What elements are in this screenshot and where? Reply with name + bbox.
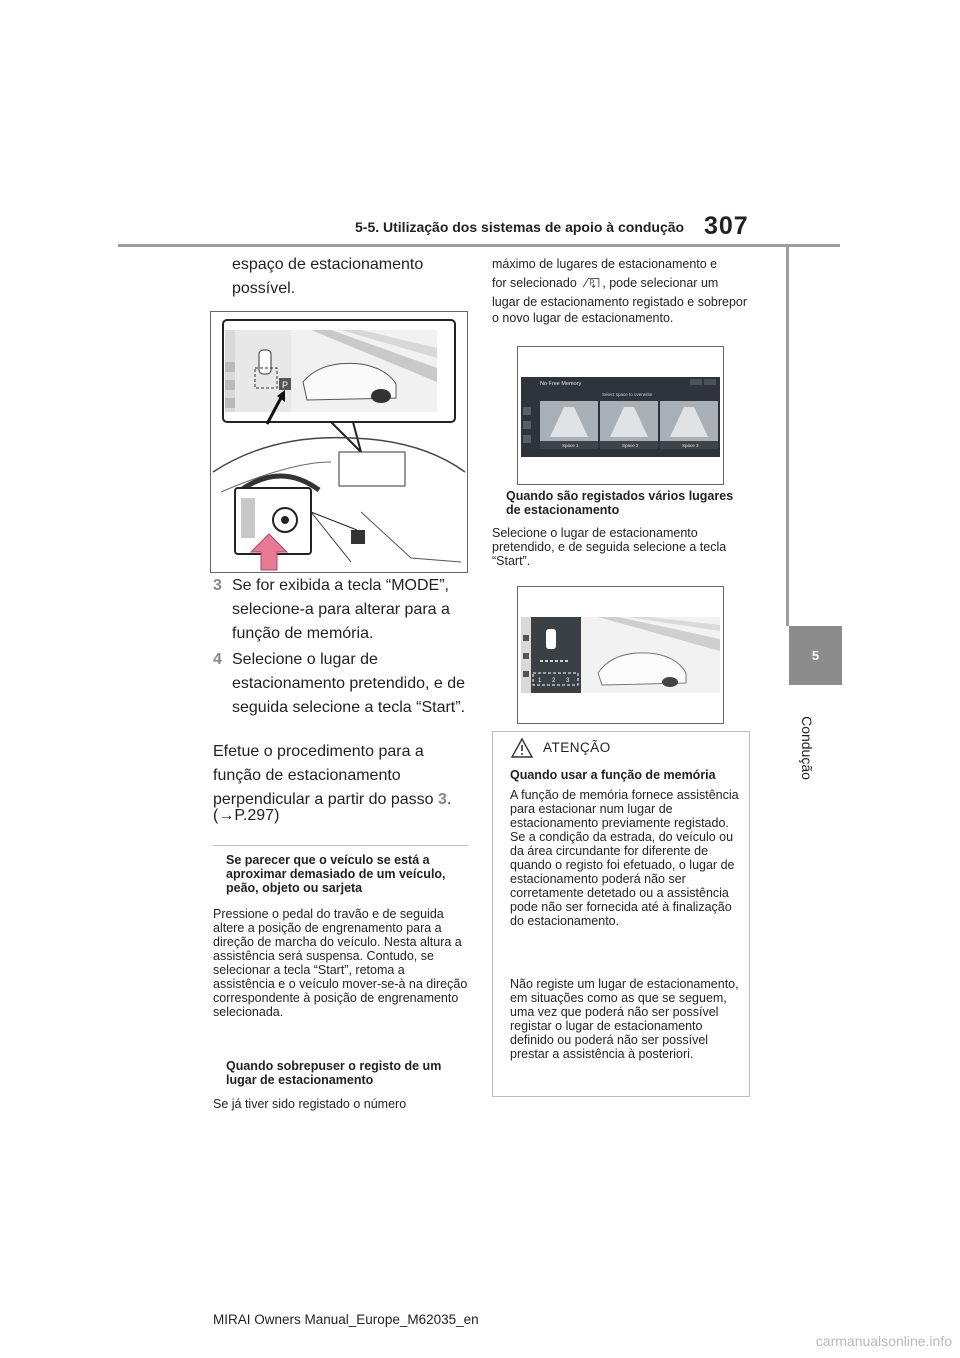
procedure-step-ref: 3 bbox=[438, 791, 447, 808]
caution-title: ATENÇÃO bbox=[543, 740, 611, 755]
step-3 bbox=[213, 574, 468, 646]
section-divider bbox=[213, 845, 468, 846]
slot-3: 3 bbox=[566, 678, 570, 684]
continued-text: espaço de estacionamento possível. bbox=[232, 256, 424, 297]
space-3-label: Space 3 bbox=[682, 443, 699, 448]
header-rule bbox=[118, 244, 840, 247]
chapter-tab: 5 bbox=[789, 626, 842, 685]
figure-no-free-memory-screen bbox=[517, 346, 724, 485]
parking-overwrite-icon bbox=[580, 275, 602, 289]
no-free-memory-screen bbox=[518, 347, 723, 484]
page-reference[interactable]: (→P.297) bbox=[213, 807, 280, 824]
watermark: carmanualsonline.info bbox=[815, 1333, 952, 1349]
step-number: 4 bbox=[213, 651, 222, 668]
p-badge: P bbox=[282, 380, 289, 390]
continued-p1: máximo de lugares de estacionamento e bbox=[492, 257, 718, 271]
chapter-label: Condução bbox=[799, 716, 815, 780]
page-number: 307 bbox=[704, 212, 749, 240]
slot-2: 2 bbox=[552, 678, 556, 684]
continued-text-right bbox=[492, 256, 752, 329]
footer-text: MIRAI Owners Manual_Europe_M62035_en bbox=[213, 1312, 479, 1327]
caution-paragraph-2: Não registe um lugar de estacionamento, em situações como as que se seguem, uma vez que poderá não ser possível registar o lugar de estacionamento definido ou poderá não ser possível prestar a assistência à posteriori. bbox=[510, 977, 739, 1061]
caution-subheading: Quando usar a função de memória bbox=[510, 768, 716, 782]
step-text: Selecione o lugar de estacionamento pretendido, e de seguida selecione a tecla “Start”. bbox=[232, 651, 466, 716]
warning-triangle-icon bbox=[510, 737, 534, 759]
step-text: Se for exibida a tecla “MODE”, selecione-a para alterar para a função de memória. bbox=[232, 577, 450, 642]
continued-p2: for selecionado P , pode selecionar um bbox=[492, 276, 719, 290]
figure-dashboard-memory-button bbox=[210, 311, 468, 573]
note-heading: Quando são registados vários lugares de estacionamento bbox=[506, 489, 734, 517]
note-heading: Quando sobrepuser o registo de um lugar de estacionamento bbox=[226, 1059, 442, 1087]
slot-1: 1 bbox=[538, 678, 542, 684]
screen-subtitle: Select space to overwrite bbox=[602, 392, 653, 397]
procedure-text bbox=[213, 740, 468, 812]
side-divider bbox=[786, 244, 789, 626]
caution-box bbox=[492, 731, 750, 1097]
screen-title: No Free Memory bbox=[540, 381, 582, 387]
multiple-spaces-screen bbox=[518, 587, 723, 723]
svg-text:P: P bbox=[589, 278, 595, 288]
note-body: Se já tiver sido registado o número bbox=[213, 1097, 407, 1111]
procedure-after: . bbox=[446, 791, 452, 808]
space-1-label: Space 1 bbox=[562, 443, 579, 448]
step-4 bbox=[213, 648, 468, 720]
section-title: 5-5. Utilização dos sistemas de apoio à condução bbox=[355, 219, 685, 235]
note-heading: Se parecer que o veículo se está a aproximar demasiado de um veículo, peão, objeto ou sarjeta bbox=[226, 853, 446, 895]
caution-header bbox=[493, 732, 749, 764]
continued-p3: lugar de estacionamento registado e sobrepor o novo lugar de estacionamento. bbox=[492, 295, 748, 325]
procedure-before: Efetue o procedimento para a função de estacionamento perpendicular a partir do passo bbox=[213, 743, 439, 808]
dashboard-illustration bbox=[211, 312, 467, 572]
note-body: Selecione o lugar de estacionamento pretendido, e de seguida selecione a tecla “Start”. bbox=[492, 526, 727, 568]
note-body: Pressione o pedal do travão e de seguida altere a posição de engrenamento para a direção de marcha do veículo. Nesta altura a assistência será suspensa. Contudo, se selecionar a tecla “Start”, retoma a assistência e o veículo mover-se-à na direção correspondente à posição de engrenamento selecionada. bbox=[213, 907, 468, 1019]
step-number: 3 bbox=[213, 577, 222, 594]
space-2-label: Space 2 bbox=[622, 443, 639, 448]
figure-multiple-spaces-screen bbox=[517, 586, 724, 724]
caution-paragraph-1: A função de memória fornece assistência para estacionar num lugar de estacionamento previamente registado. Se a condição da estrada, do veículo ou da área circundante for diferente de quando o registo foi efetuado, o lugar de estacionamento poderá não ser corretamente detetado ou a assistência pode não ser fornecida até à finalização do estacionamento. bbox=[510, 788, 739, 928]
